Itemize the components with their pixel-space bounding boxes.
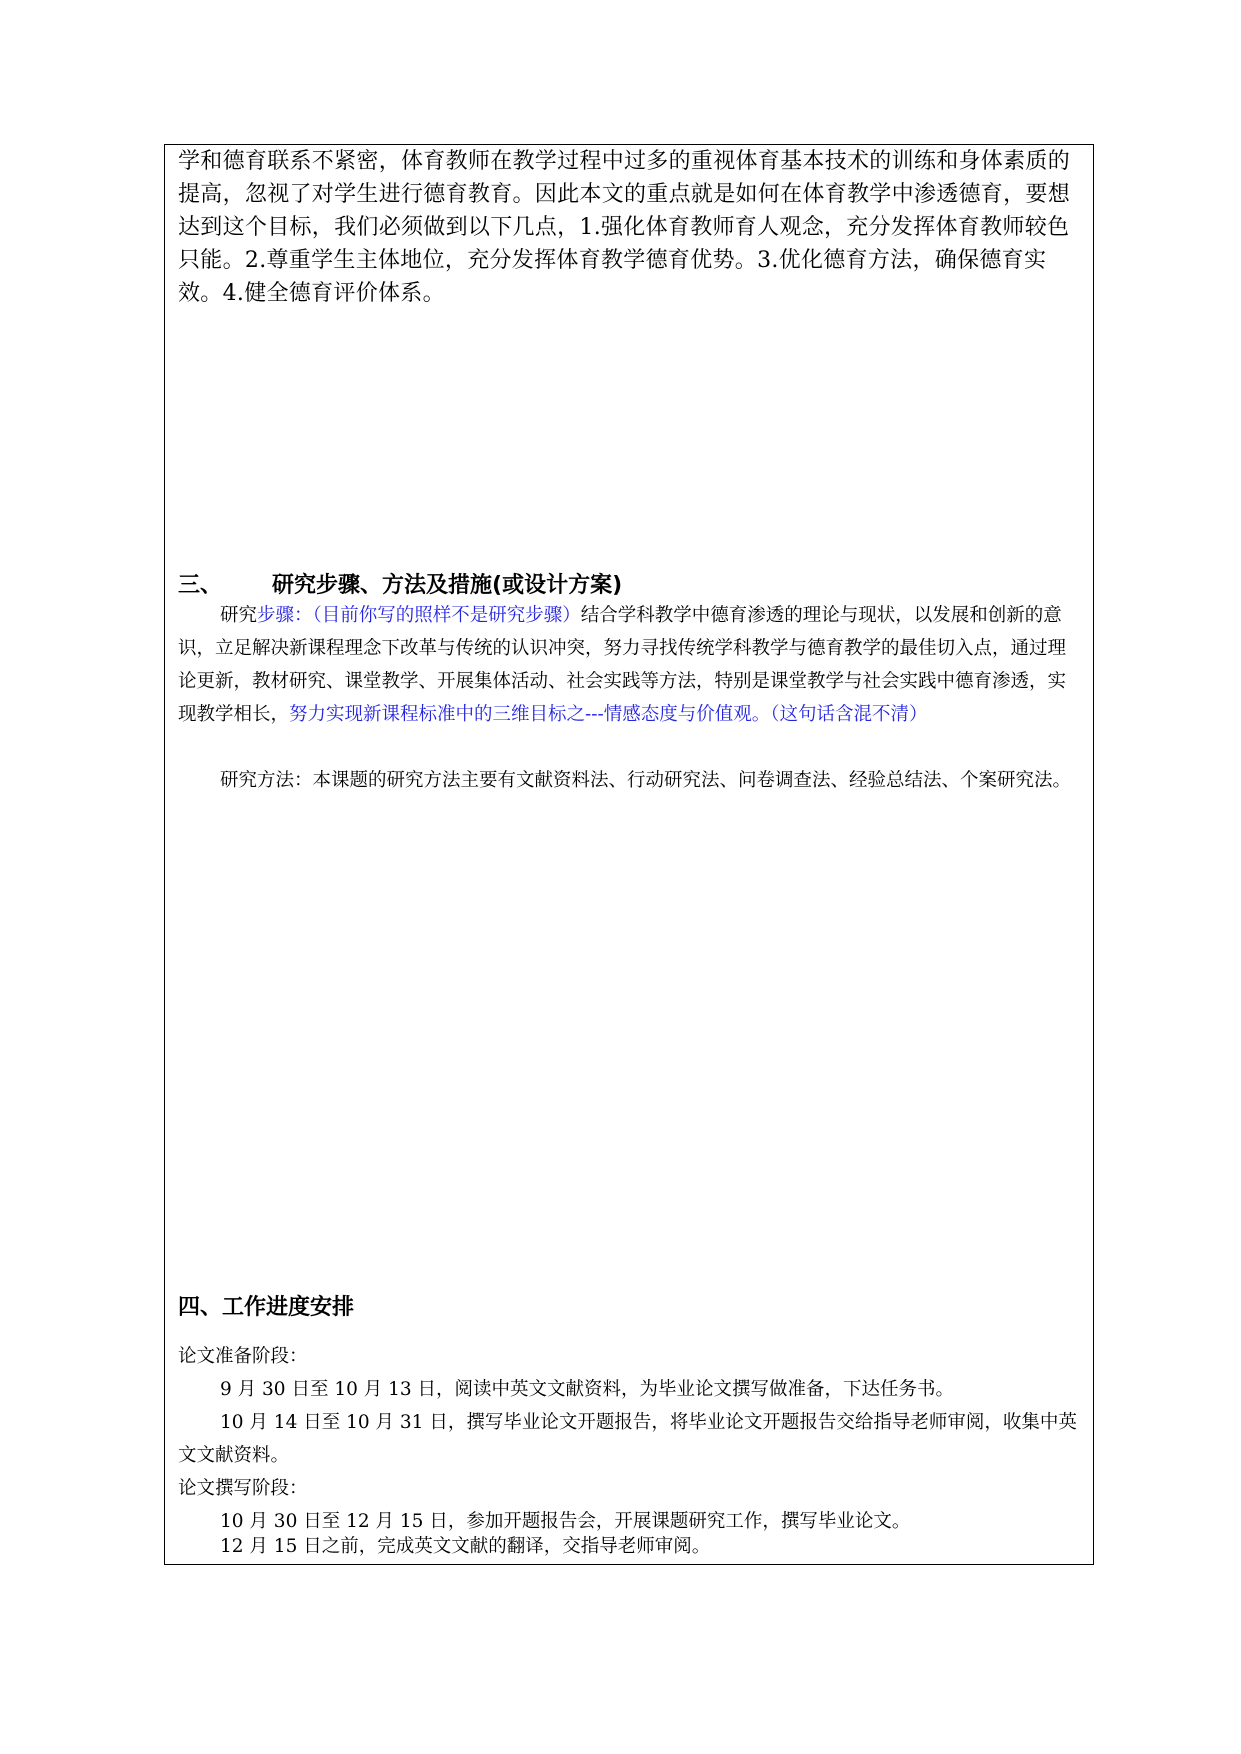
stage1-item2: 10 月 14 日至 10 月 31 日，撰写毕业论文开题报告，将毕业论文开题报告交给指导老师审阅，收集中英文文献资料。 (178, 1412, 1077, 1466)
section-3-title: 研究步骤、方法及措施(或设计方案) (272, 573, 623, 598)
stage2-item1: 10 月 30 日至 12 月 15 日，参加开题报告会，开展课题研究工作，撰写毕业论文。 (220, 1511, 911, 1532)
stage1-item1: 9 月 30 日至 10 月 13 日，阅读中英文文献资料，为毕业论文撰写做准备，下达任务书。 (220, 1379, 955, 1400)
section-3-number: 三、 (178, 573, 223, 598)
section-4-heading: 四、工作进度安排 (178, 1295, 355, 1320)
steps-reviewer-note: 步骤：（目前你写的照样不是研究步骤） (257, 605, 581, 626)
research-methods-paragraph: 研究方法：本课题的研究方法主要有文献资料法、行动研究法、问卷调查法、经验总结法、个案研究法。 (220, 770, 1072, 791)
section-3-heading (178, 568, 1082, 599)
intro-paragraph: 学和德育联系不紧密，体育教师在教学过程中过多的重视体育基本技术的训练和身体素质的提高，忽视了对学生进行德育教育。因此本文的重点就是如何在体育教学中渗透德育，要想达到这个目标，我们必须做到以下几点，1.强化体育教师育人观念，充分发挥体育教师较色只能。2.尊重学生主体地位，充分发挥体育教学德育优势。3.优化德育方法，确保德育实效。4.健全德育评价体系。 (178, 149, 1071, 306)
stage2-item2: 12 月 15 日之前，完成英文文献的翻译，交指导老师审阅。 (220, 1536, 711, 1557)
stage1-label: 论文准备阶段： (178, 1346, 308, 1367)
steps-body: 结合学科教学中德育渗透的理论与现状，以发展和创新的意识，立足解决新课程理念下改革与传统的认识冲突，努力寻找传统学科教学与德育教学的最佳切入点，通过理论更新，教材研究、课堂教学、开展集体活动、社会实践等方法，特别是课堂教学与社会实践中德育渗透，实现教学相长， (178, 605, 1067, 725)
stage2-label: 论文撰写阶段： (178, 1478, 308, 1499)
steps-prefix: 研究 (220, 605, 258, 626)
steps-reviewer-comment: 努力实现新课程标准中的三维目标之---情感态度与价值观。（这句话含混不清） (289, 704, 928, 725)
research-steps-paragraph (178, 599, 1082, 731)
